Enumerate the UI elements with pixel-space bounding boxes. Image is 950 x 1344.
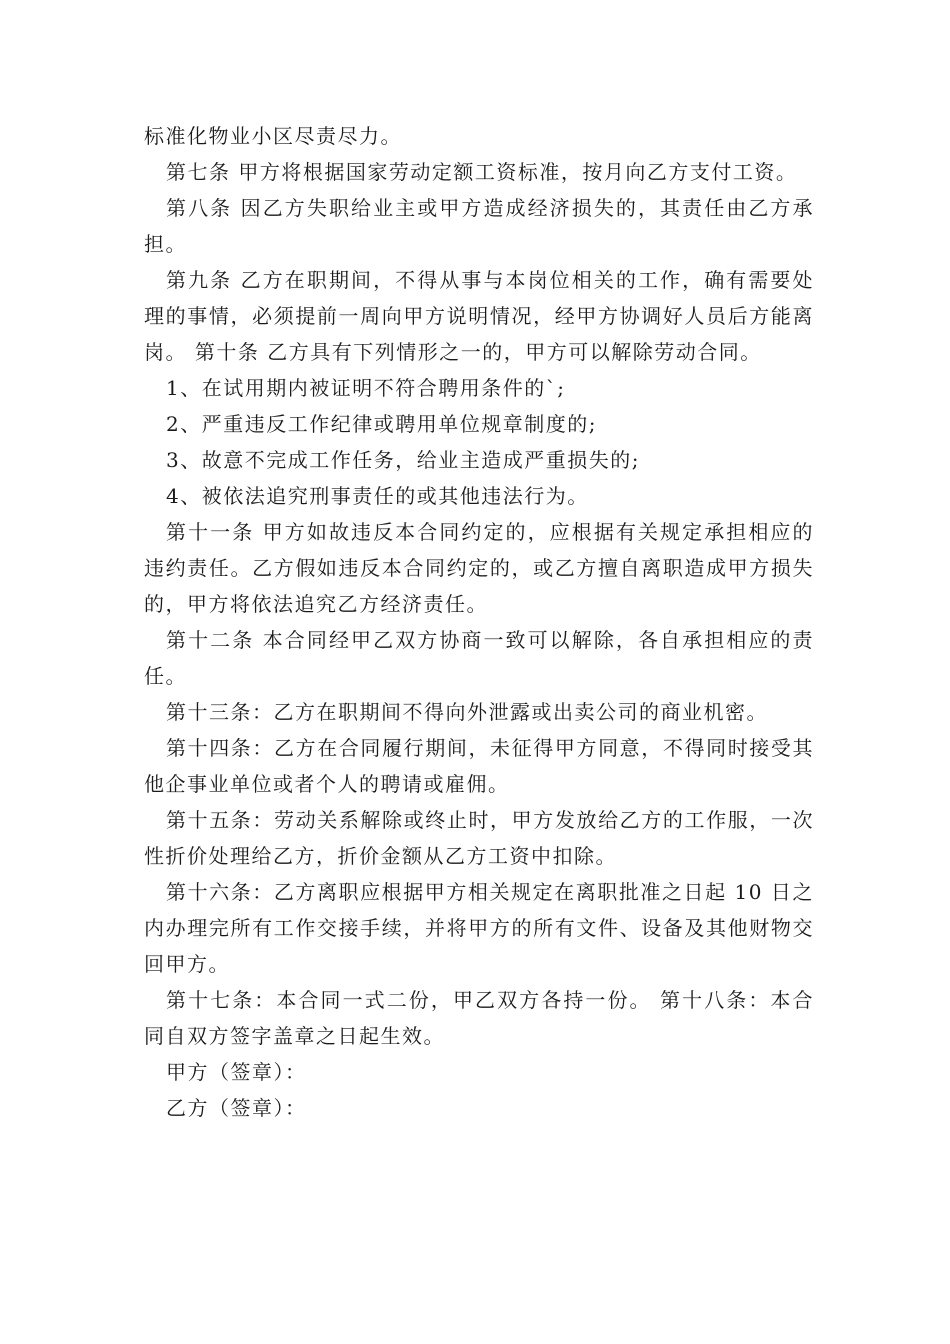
paragraph-continuation: 标准化物业小区尽责尽力。 [144,124,402,148]
article-16: 第十六条：乙方离职应根据甲方相关规定在离职批准之日起 10 日之内办理完所有工作交接手续，并将甲方的所有文件、设备及其他财物交回甲方。 [144,880,814,976]
list-item-1: 1、在试用期内被证明不符合聘用条件的`; [166,376,566,400]
article-17-18: 第十七条：本合同一式二份，甲乙双方各持一份。 第十八条：本合同自双方签字盖章之日起生效。 [144,988,814,1048]
article-13: 第十三条：乙方在职期间不得向外泄露或出卖公司的商业机密。 [166,700,768,724]
list-item-4: 4、被依法追究刑事责任的或其他违法行为。 [166,484,589,508]
article-12: 第十二条 本合同经甲乙双方协商一致可以解除，各自承担相应的责任。 [144,628,814,688]
article-15: 第十五条：劳动关系解除或终止时，甲方发放给乙方的工作服，一次性折价处理给乙方，折价金额从乙方工资中扣除。 [144,808,814,868]
party-b-signature: 乙方（签章）： [166,1096,307,1120]
party-a-signature: 甲方（签章）： [166,1060,307,1084]
list-item-3: 3、故意不完成工作任务，给业主造成严重损失的; [166,448,640,472]
article-11: 第十一条 甲方如故违反本合同约定的，应根据有关规定承担相应的违约责任。乙方假如违反本合同约定的，或乙方擅自离职造成甲方损失的，甲方将依法追究乙方经济责任。 [144,520,814,616]
article-9-10: 第九条 乙方在职期间，不得从事与本岗位相关的工作，确有需要处理的事情，必须提前一周向甲方说明情况，经甲方协调好人员后方能离岗。 第十条 乙方具有下列情形之一的，甲方可以解除劳动合同。 [144,268,814,364]
document-body [144,118,814,1126]
list-item-2: 2、严重违反工作纪律或聘用单位规章制度的; [166,412,597,436]
article-8: 第八条 因乙方失职给业主或甲方造成经济损失的，其责任由乙方承担。 [144,196,814,256]
article-7: 第七条 甲方将根据国家劳动定额工资标准，按月向乙方支付工资。 [166,160,798,184]
article-14: 第十四条：乙方在合同履行期间，未征得甲方同意，不得同时接受其他企事业单位或者个人的聘请或雇佣。 [144,736,814,796]
